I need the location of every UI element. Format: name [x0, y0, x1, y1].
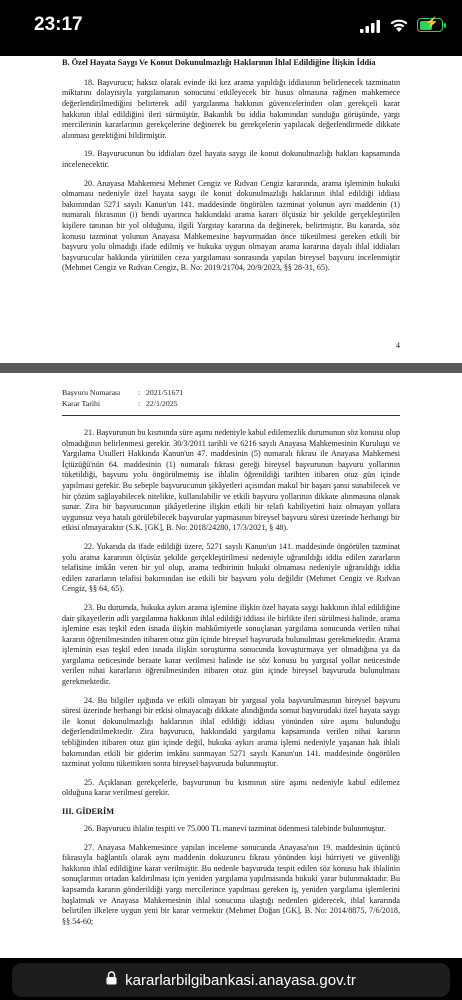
document-page-4 [0, 56, 462, 363]
browser-address-bar [0, 958, 462, 1000]
application-number-label: Başvuru Numarası [62, 388, 121, 397]
page-number: 4 [396, 341, 400, 350]
paragraph-25: 25. Açıklanan gerekçelerle, başvurunun bu kısmının süre aşımı nedeniyle kabul edilemez olduğuna karar verilmesi gerekir. [62, 777, 400, 798]
paragraph-24: 24. Bu bilgiler ışığında ve etkili olmayan bir yargısal yola başvurulmasının bireysel başvuru süresi üzerinde herhangi bir etkisi olmayacağı dikkate alındığında somut başvurudaki özel hayata saygı ile konut dokunulmazlığı haklarının ihlal edildiği iddiası yönünden süre aşımı bulunduğu değerlendirilmektedir. Zira başvurucu, hakkındaki yargılama kapsamında verilen nihai kararın tebliğinden itibaren otuz gün içinde değil, hukuka aykırı arama işlemi nedeniyle yaşanan hak ihlali bakımından etkili bir giderim imkânı sunmayan 5271 sayılı Kanun'un 141. maddesinde öngörülen tazminat yolunu tükettikten sonra bireysel başvuruda bulunmuştur. [62, 695, 400, 769]
section-heading-b: B. Özel Hayata Saygı Ve Konut Dokunulmazlığı Haklarının İhlal Edildiğine İlişkin İddia [62, 58, 376, 67]
document-page-5 [0, 373, 462, 958]
page-separator [0, 363, 462, 373]
cellular-signal-icon [360, 20, 380, 38]
section-heading-giderim: III. GİDERİM [62, 807, 115, 816]
status-bar [0, 0, 462, 56]
application-number-value: 2021/51671 [146, 388, 184, 397]
wifi-icon [389, 18, 409, 38]
lock-icon [106, 971, 117, 989]
paragraph-21: 21. Başvurunun bu kısmında süre aşımı nedeniyle kabul edilemezlik durumunun söz konusu olup olmadığının belirlenmesi gerekir. 30/3/2011 tarihli ve 6216 sayılı Anayasa Mahkemesinin Kuruluşu ve Yargılama Usulleri Hakkında Kanun'un 47. maddesinin (5) numaralı fıkrası ile Anayasa Mahkemesi İçtüzüğü'nün 64. maddesinin (1) numaralı fıkrası gereği bireysel başvurunun başvuru yollarının tüketildiği, başvuru yolu öngörülmemiş ise ihlalin öğrenildiği tarihten itibaren otuz gün içinde yapılması gerekir. Bu sebeple başvurucunun şikâyetleri açısından makul bir başarı şansı sunabilecek ve bir çözüm sağlayabilecek nitelikte, kullanılabilir ve etkili başvuru yollarının dikkate alınmasına olanak sunar. Zira bir başvurucunun şikâyetlerine ilişkin etkili bir telafi kabiliyetini haiz olmayan yollara uygunsuz veya hatalı görülebilecek başvurular yapmasının bireysel başvuru süresi üzerinde herhangi bir etkisi olmayacaktır (S.K. [GK], B. No: 2018/24280, 17/3/2021, § 48). [62, 428, 400, 533]
paragraph-20: 20. Anayasa Mahkemesi Mehmet Cengiz ve Rıdvan Cengiz kararında, arama işleminin hukuki olmaması nedeniyle özel hayata saygı ile konut dokunulmazlığı haklarının ihlal edildiği iddiası bakımından 5271 sayılı Kanun'un 141. maddesinde öngörülen tazminat yolunun ayrı maddenin (1) numaralı fıkrasının (i) bendi uyarınca hakkındaki arama kararı ölçüsüz bir şekilde gerçekleştirilen kişilere tanınan bir yol olduğunu, ilgili Yargıtay kararına da değinerek, belirtmiştir. Bu kararda, söz konusu tazminat yolunun Anayasa Mahkemesine başvurmadan önce tüketilmesi gereken etkili bir başvuru yolu olmadığı ifade edilmiş ve hukuka uygun olmayan arama kararına dayalı ihlal iddiaları başvurucular hakkında yürütülen ceza yargılaması sonrasında yapılan bireysel başvuru incelenmiştir (Mehmet Cengiz ve Rıdvan Cengiz, B. No: 2019/21704, 20/9/2023, §§ 28-31, 65). [62, 178, 400, 273]
charging-bolt-icon: ⚡ [425, 17, 439, 29]
paragraph-26: 26. Başvurucu ihlalin tespiti ve 75.000 TL manevi tazminat ödenmesi talebinde bulunmuştur. [84, 824, 386, 833]
paragraph-22: 22. Yukarıda da ifade edildiği üzere, 5271 sayılı Kanun'un 141. maddesinde öngörülen tazminat yolu arama kararının ölçüsüz şekilde gerçekleştirilmesi nedeniyle uğranıldığı iddia edilen zararların telafisine imkân veren bir yol olup, arama tedbirinin hukuki olmaması nedeniyle uğranıldığı iddia edilen zararların telafisi bakımından ise etkili bir başvuru yolu değildir (Mehmet Cengiz ve Rıdvan Cengiz, §§ 64, 65). [62, 541, 400, 594]
paragraph-19: 19. Başvurucunun bu iddiaları özel hayata saygı ile konut dokunulmazlığı hakları kapsamında incelenecektir. [62, 149, 400, 169]
url-field[interactable] [12, 963, 450, 997]
paragraph-23: 23. Bu durumda, hukuka aykırı arama işlemine ilişkin özel hayata saygı hakkının ihlal edildiğine dair şikayetlerin adli yargılanma hakkının ihlal edildiği iddiası ile birlikte ileri sürülmesi halinde, arama işlemine esas teşkil eden isnada ilişkin mahkûmiyetle sonuçlanan yargılama sonucunda verilen nihai kararın öğrenilmesinden itibaren otuz gün içinde bireysel başvuruda bulunulması gerekmektedir. Arama işleminin esas teşkil eden isnada ilişkin soruşturma sonucunda kovuşturmaya yer olmadığına ya da yargılama neticesinde beraate karar verilmesi halinde ise söz konusu bu yargısal yollar neticesinde verilen nihai kararların öğrenilmesinden itibaren otuz gün içinde bireysel başvuruda bulunulması gerekmektedir. [62, 602, 400, 687]
decision-date-label: Karar Tarihi [62, 399, 101, 408]
case-meta: Başvuru Numarası : 2021/51671 Karar Tarihi : 22/1/2025 [62, 388, 184, 408]
battery-icon [417, 18, 443, 32]
paragraph-18: 18. Başvurucu; haksız olarak evinde iki kez arama yapıldığı iddiasının belirlenecek tazminatın miktarını dolayısıyla yargılamanın sonucunu etkileyecek bir husus olmasına rağmen mahkemece değerlendirilmediğini belirterek adil yargılanma hakkının güvencelerinden olan gerekçeli karar hakkının ihlal edildiğini ileri sürmüştür. Bakanlık bu iddia bakımından sunduğu görüşünde, yargı mercilerinin kararlarının gerekçelerine değinerek bu gerekçelerin yapılacak değerlendirmede dikkate alınması gerektiğini bildirmiştir. [62, 77, 400, 140]
url-text: kararlarbilgibankasi.anayasa.gov.tr [125, 971, 356, 989]
decision-date-value: 22/1/2025 [146, 399, 178, 408]
status-time: 23:17 [34, 14, 83, 35]
paragraph-27: 27. Anayasa Mahkemesince yapılan inceleme sonucunda Anayasa'nın 19. maddesinin üçüncü fıkrasıyla bağlantılı olarak aynı maddenin dokuzuncu fıkrası yönünden kişi hürriyeti ve güvenliği hakkının ihlal edildiğine karar verilmiştir. Bu nedenle başvuruda tespit edilen söz konusu hak ihlalinin sonuçlarının ortadan kaldırılması için yeniden yargılama yapılmasında hukuki yarar bulunmaktadır. Bu kapsamda kararın gönderildiği yargı mercilerince yapılması gereken iş, yeniden yargılama işlemlerini başlatmak ve Anayasa Mahkemesinin ihlal sonucuna ulaştığı nedenleri giderecek, ihlal kararında belirtilen ilkelere uygun yeni bir karar vermektir (Mehmet Doğan [GK], B. No: 2014/8875, 7/6/2018, §§ 54-60; [62, 842, 400, 926]
meta-divider [62, 415, 400, 416]
